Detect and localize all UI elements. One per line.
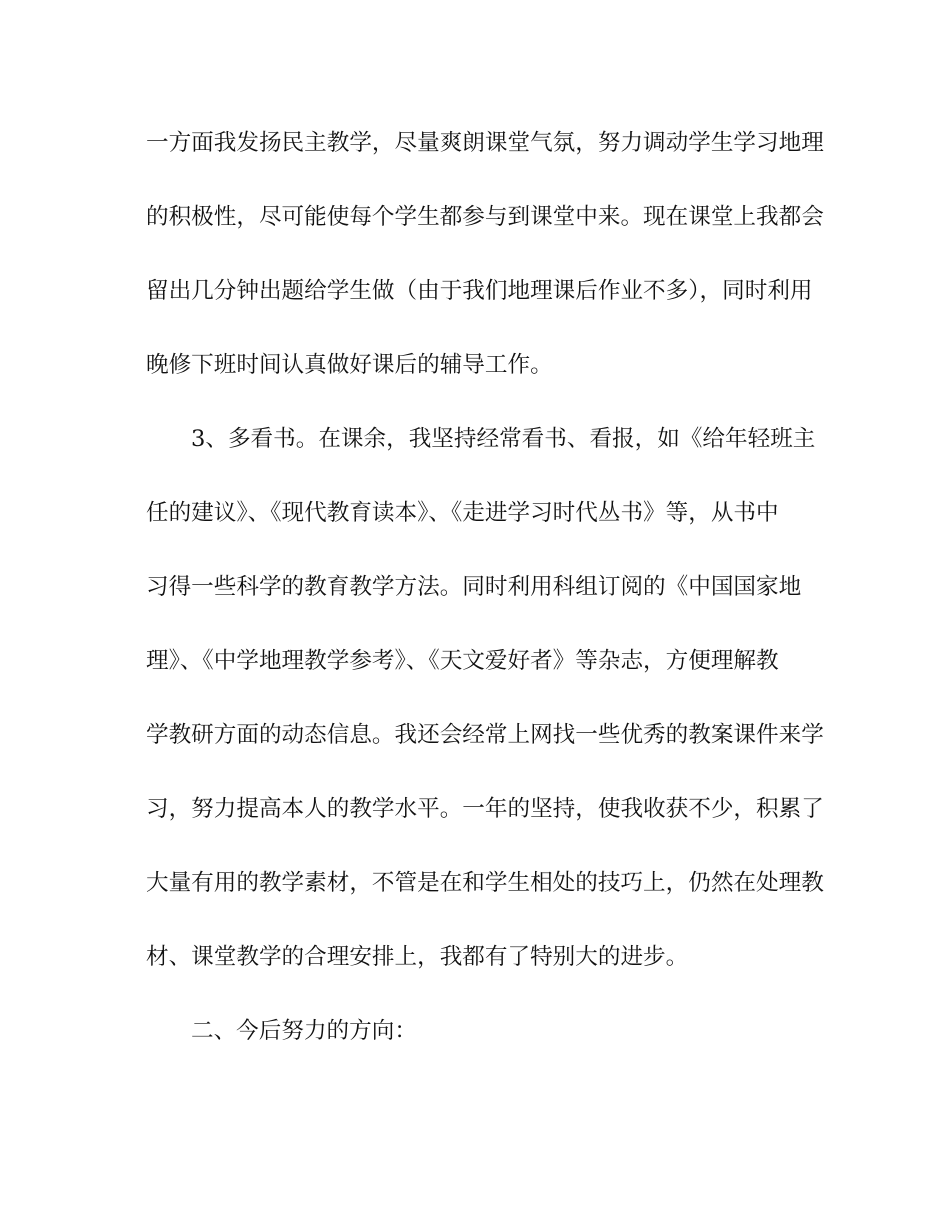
section-heading: 二、今后努力的方向： [191, 1018, 417, 1044]
paragraph-line-12: 材、课堂教学的合理安排上，我都有了特别大的进步。 [146, 944, 689, 970]
paragraph-line-1: 一方面我发扬民主教学，尽量爽朗课堂气氛，努力调动学生学习地理 [146, 130, 824, 156]
paragraph-line-4: 晚修下班时间认真做好课后的辅导工作。 [146, 352, 553, 378]
paragraph-line-11: 大量有用的教学素材，不管是在和学生相处的技巧上，仍然在处理教 [146, 870, 824, 896]
paragraph-line-6: 任的建议》、《现代教育读本》、《走进学习时代丛书》等，从书中 [146, 500, 779, 526]
paragraph-line-8: 理》、《中学地理教学参考》、《天文爱好者》等杂志，方便理解教 [146, 648, 779, 674]
paragraph-line-7: 习得一些科学的教育教学方法。同时利用科组订阅的《中国国家地 [146, 574, 802, 600]
paragraph-line-2: 的积极性，尽可能使每个学生都参与到课堂中来。现在课堂上我都会 [146, 204, 824, 230]
paragraph-line-3: 留出几分钟出题给学生做（由于我们地理课后作业不多），同时利用 [146, 278, 813, 304]
paragraph-line-9: 学教研方面的动态信息。我还会经常上网找一些优秀的教案课件来学 [146, 722, 824, 748]
paragraph-line-10: 习，努力提高本人的教学水平。一年的坚持，使我收获不少，积累了 [146, 796, 824, 822]
paragraph-line-5: 3、多看书。在课余，我坚持经常看书、看报，如《给年轻班主 [191, 426, 816, 452]
